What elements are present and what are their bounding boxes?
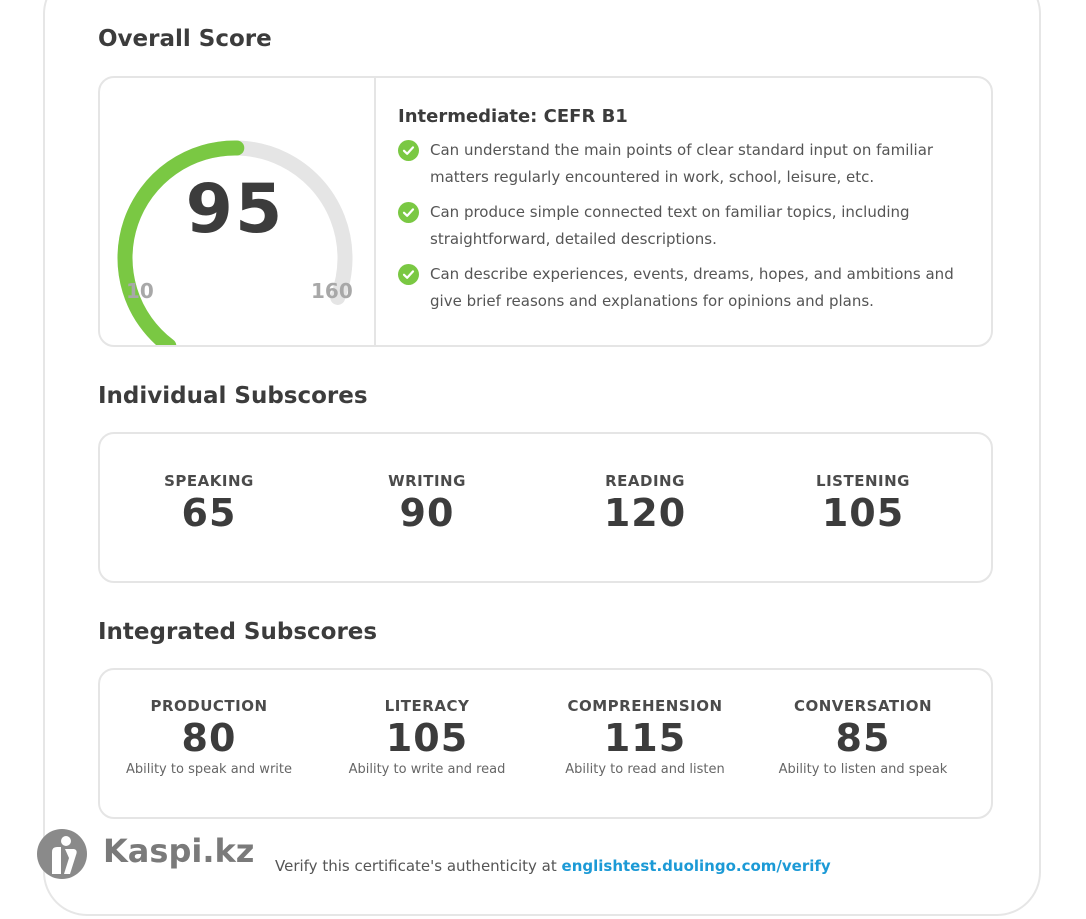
gauge-min-label: 10 (126, 279, 154, 303)
cefr-level-title: Intermediate: CEFR B1 (398, 106, 628, 127)
subscore-description: Ability to speak and write (125, 762, 292, 777)
criteria-text: Can produce simple connected text on familiar topics, including straightforward, detailed descriptions. (430, 203, 910, 248)
overall-score-title: Overall Score (98, 26, 272, 52)
kaspi-brand: Kaspi.kz (103, 832, 255, 870)
criteria-item (398, 199, 968, 253)
subscore-value: 105 (385, 716, 469, 760)
individual-subscores-row (100, 472, 991, 535)
integrated-subscores-title: Integrated Subscores (98, 619, 378, 645)
criteria-text: Can understand the main points of clear standard input on familiar matters regularly encountered in work, school, leisure, etc. (430, 141, 934, 186)
subscore-value: 105 (821, 491, 905, 535)
overall-score-value: 95 (185, 170, 285, 249)
subscore-value: 80 (181, 716, 237, 760)
criteria-item (398, 261, 968, 315)
subscore-value: 120 (603, 491, 687, 535)
integrated-subscores-row (100, 697, 991, 777)
subscore-label: PRODUCTION (150, 697, 268, 715)
subscore-label: CONVERSATION (793, 697, 933, 715)
subscore-label: WRITING (388, 472, 466, 490)
verify-link[interactable]: englishtest.duolingo.com/verify (561, 857, 831, 875)
check-icon (398, 140, 419, 161)
subscore-comprehension (536, 697, 754, 777)
subscore-label: READING (605, 472, 685, 490)
subscore-label: SPEAKING (164, 472, 254, 490)
subscore-speaking (100, 472, 318, 535)
subscore-description: Ability to read and listen (565, 762, 725, 777)
integrated-subscores-card (98, 668, 993, 819)
check-icon (398, 264, 419, 285)
individual-subscores-card (98, 432, 993, 583)
subscore-description: Ability to listen and speak (778, 762, 948, 777)
kaspi-logo-icon (36, 828, 88, 880)
verify-text: Verify this certificate's authenticity at (275, 857, 557, 875)
subscore-value: 65 (181, 491, 237, 535)
subscore-label: LISTENING (816, 472, 910, 490)
criteria-list (398, 137, 968, 315)
subscore-value: 115 (603, 716, 687, 760)
score-gauge (100, 78, 376, 345)
criteria-item (398, 137, 968, 191)
subscore-label: COMPREHENSION (567, 697, 723, 715)
subscore-value: 90 (399, 491, 455, 535)
level-info (398, 106, 968, 323)
subscore-description: Ability to write and read (348, 762, 506, 777)
gauge-max-label: 160 (311, 279, 353, 303)
subscore-listening (754, 472, 972, 535)
check-icon (398, 202, 419, 223)
individual-subscores-title: Individual Subscores (98, 383, 368, 409)
verify-note (275, 857, 831, 875)
subscore-conversation (754, 697, 972, 777)
subscore-value: 85 (835, 716, 891, 760)
subscore-writing (318, 472, 536, 535)
criteria-text: Can describe experiences, events, dreams, hopes, and ambitions and give brief reasons and explanations for opinions and plans. (430, 265, 954, 310)
subscore-production (100, 697, 318, 777)
subscore-literacy (318, 697, 536, 777)
subscore-reading (536, 472, 754, 535)
overall-score-card (98, 76, 993, 347)
subscore-label: LITERACY (384, 697, 470, 715)
